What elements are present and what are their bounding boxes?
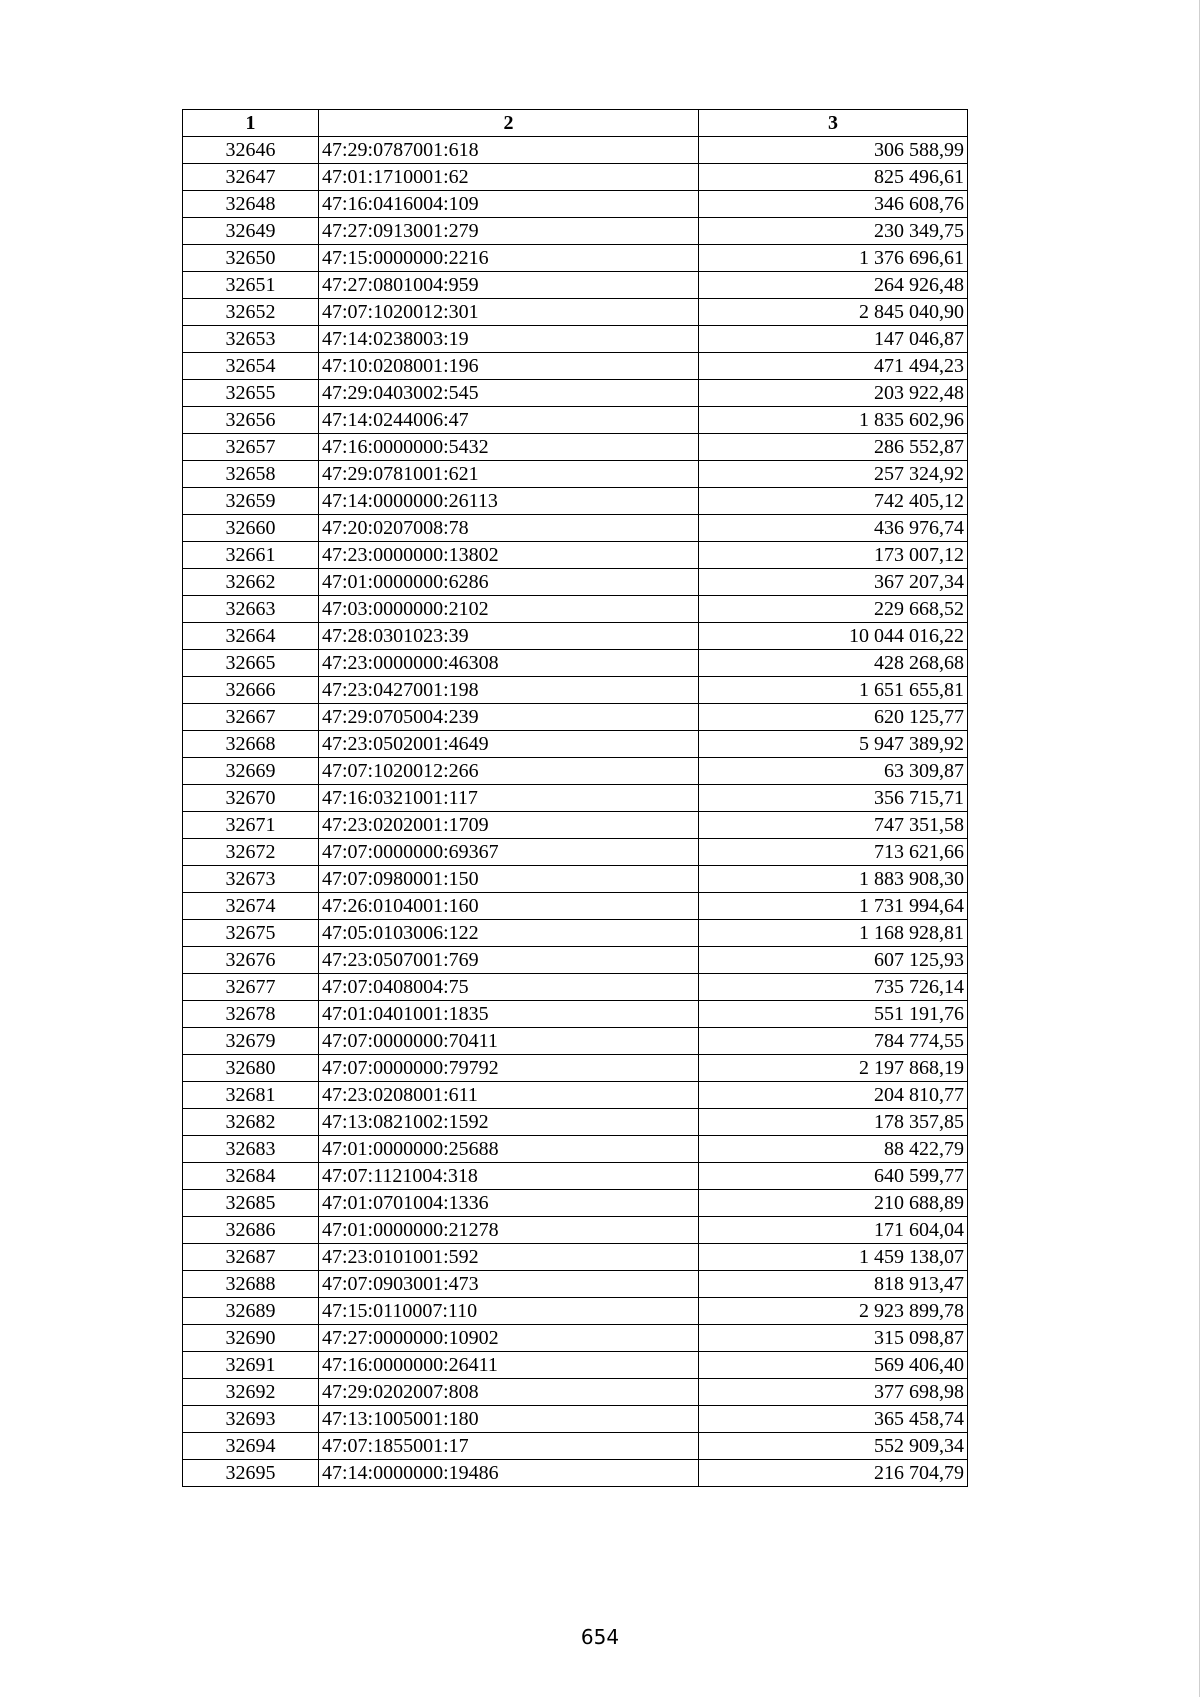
table-header xyxy=(183,110,968,137)
row-number-cell: 32688 xyxy=(183,1271,319,1298)
table-row xyxy=(183,704,968,731)
row-number-cell: 32675 xyxy=(183,920,319,947)
value-cell: 825 496,61 xyxy=(699,164,968,191)
table-row xyxy=(183,1001,968,1028)
cadastral-number-cell: 47:07:0000000:70411 xyxy=(319,1028,699,1055)
table-row xyxy=(183,1163,968,1190)
cadastral-number-cell: 47:10:0208001:196 xyxy=(319,353,699,380)
row-number-cell: 32666 xyxy=(183,677,319,704)
table-row xyxy=(183,812,968,839)
value-cell: 713 621,66 xyxy=(699,839,968,866)
cadastral-number-cell: 47:07:1020012:301 xyxy=(319,299,699,326)
value-cell: 818 913,47 xyxy=(699,1271,968,1298)
table-row xyxy=(183,326,968,353)
value-cell: 2 197 868,19 xyxy=(699,1055,968,1082)
value-cell: 286 552,87 xyxy=(699,434,968,461)
value-cell: 88 422,79 xyxy=(699,1136,968,1163)
value-cell: 1 376 696,61 xyxy=(699,245,968,272)
row-number-cell: 32664 xyxy=(183,623,319,650)
cadastral-number-cell: 47:15:0110007:110 xyxy=(319,1298,699,1325)
cadastral-number-cell: 47:29:0705004:239 xyxy=(319,704,699,731)
row-number-cell: 32668 xyxy=(183,731,319,758)
column-header-1: 1 xyxy=(183,110,319,137)
row-number-cell: 32650 xyxy=(183,245,319,272)
table-row xyxy=(183,866,968,893)
row-number-cell: 32655 xyxy=(183,380,319,407)
cadastral-number-cell: 47:07:1020012:266 xyxy=(319,758,699,785)
cadastral-number-cell: 47:07:1121004:318 xyxy=(319,1163,699,1190)
table-row xyxy=(183,1406,968,1433)
value-cell: 742 405,12 xyxy=(699,488,968,515)
table-row xyxy=(183,272,968,299)
cadastral-number-cell: 47:01:1710001:62 xyxy=(319,164,699,191)
cadastral-number-cell: 47:20:0207008:78 xyxy=(319,515,699,542)
table-row xyxy=(183,569,968,596)
cadastral-number-cell: 47:01:0000000:6286 xyxy=(319,569,699,596)
value-cell: 640 599,77 xyxy=(699,1163,968,1190)
row-number-cell: 32651 xyxy=(183,272,319,299)
cadastral-number-cell: 47:07:0408004:75 xyxy=(319,974,699,1001)
table-row xyxy=(183,191,968,218)
cadastral-number-cell: 47:26:0104001:160 xyxy=(319,893,699,920)
table-row xyxy=(183,1217,968,1244)
table-row xyxy=(183,839,968,866)
value-cell: 216 704,79 xyxy=(699,1460,968,1487)
table-row xyxy=(183,218,968,245)
value-cell: 1 883 908,30 xyxy=(699,866,968,893)
table-row xyxy=(183,1109,968,1136)
value-cell: 10 044 016,22 xyxy=(699,623,968,650)
value-cell: 1 651 655,81 xyxy=(699,677,968,704)
value-cell: 204 810,77 xyxy=(699,1082,968,1109)
table-row xyxy=(183,1379,968,1406)
cadastral-number-cell: 47:05:0103006:122 xyxy=(319,920,699,947)
table-row xyxy=(183,731,968,758)
row-number-cell: 32676 xyxy=(183,947,319,974)
table-row xyxy=(183,1190,968,1217)
table-row xyxy=(183,380,968,407)
cadastral-number-cell: 47:07:0903001:473 xyxy=(319,1271,699,1298)
value-cell: 620 125,77 xyxy=(699,704,968,731)
row-number-cell: 32667 xyxy=(183,704,319,731)
value-cell: 552 909,34 xyxy=(699,1433,968,1460)
row-number-cell: 32692 xyxy=(183,1379,319,1406)
cadastral-number-cell: 47:28:0301023:39 xyxy=(319,623,699,650)
row-number-cell: 32687 xyxy=(183,1244,319,1271)
value-cell: 2 923 899,78 xyxy=(699,1298,968,1325)
row-number-cell: 32672 xyxy=(183,839,319,866)
table-row xyxy=(183,1028,968,1055)
table-row xyxy=(183,542,968,569)
row-number-cell: 32673 xyxy=(183,866,319,893)
cadastral-number-cell: 47:07:0980001:150 xyxy=(319,866,699,893)
value-cell: 1 835 602,96 xyxy=(699,407,968,434)
row-number-cell: 32652 xyxy=(183,299,319,326)
value-cell: 306 588,99 xyxy=(699,137,968,164)
row-number-cell: 32682 xyxy=(183,1109,319,1136)
value-cell: 784 774,55 xyxy=(699,1028,968,1055)
value-cell: 365 458,74 xyxy=(699,1406,968,1433)
cadastral-number-cell: 47:23:0502001:4649 xyxy=(319,731,699,758)
value-cell: 471 494,23 xyxy=(699,353,968,380)
table-body xyxy=(183,137,968,1487)
table-row xyxy=(183,1082,968,1109)
value-cell: 436 976,74 xyxy=(699,515,968,542)
cadastral-number-cell: 47:29:0202007:808 xyxy=(319,1379,699,1406)
table-row xyxy=(183,785,968,812)
row-number-cell: 32670 xyxy=(183,785,319,812)
table-row xyxy=(183,461,968,488)
value-cell: 346 608,76 xyxy=(699,191,968,218)
value-cell: 428 268,68 xyxy=(699,650,968,677)
table-row xyxy=(183,1433,968,1460)
value-cell: 5 947 389,92 xyxy=(699,731,968,758)
table-row xyxy=(183,1325,968,1352)
cadastral-number-cell: 47:23:0507001:769 xyxy=(319,947,699,974)
row-number-cell: 32647 xyxy=(183,164,319,191)
table-row xyxy=(183,893,968,920)
row-number-cell: 32648 xyxy=(183,191,319,218)
value-cell: 178 357,85 xyxy=(699,1109,968,1136)
table-row xyxy=(183,974,968,1001)
row-number-cell: 32657 xyxy=(183,434,319,461)
value-cell: 377 698,98 xyxy=(699,1379,968,1406)
cadastral-number-cell: 47:07:0000000:79792 xyxy=(319,1055,699,1082)
cadastral-number-cell: 47:13:1005001:180 xyxy=(319,1406,699,1433)
value-cell: 1 459 138,07 xyxy=(699,1244,968,1271)
row-number-cell: 32680 xyxy=(183,1055,319,1082)
row-number-cell: 32649 xyxy=(183,218,319,245)
cadastral-number-cell: 47:23:0427001:198 xyxy=(319,677,699,704)
row-number-cell: 32678 xyxy=(183,1001,319,1028)
row-number-cell: 32690 xyxy=(183,1325,319,1352)
table-row xyxy=(183,1271,968,1298)
cadastral-number-cell: 47:03:0000000:2102 xyxy=(319,596,699,623)
row-number-cell: 32686 xyxy=(183,1217,319,1244)
table-row xyxy=(183,920,968,947)
column-header-2: 2 xyxy=(319,110,699,137)
cadastral-number-cell: 47:01:0000000:21278 xyxy=(319,1217,699,1244)
value-cell: 551 191,76 xyxy=(699,1001,968,1028)
cadastral-number-cell: 47:29:0403002:545 xyxy=(319,380,699,407)
value-cell: 257 324,92 xyxy=(699,461,968,488)
cadastral-number-cell: 47:01:0401001:1835 xyxy=(319,1001,699,1028)
row-number-cell: 32679 xyxy=(183,1028,319,1055)
cadastral-number-cell: 47:14:0238003:19 xyxy=(319,326,699,353)
value-cell: 315 098,87 xyxy=(699,1325,968,1352)
value-cell: 367 207,34 xyxy=(699,569,968,596)
row-number-cell: 32685 xyxy=(183,1190,319,1217)
table-row xyxy=(183,164,968,191)
value-cell: 1 168 928,81 xyxy=(699,920,968,947)
row-number-cell: 32677 xyxy=(183,974,319,1001)
cadastral-number-cell: 47:27:0913001:279 xyxy=(319,218,699,245)
cadastral-value-table xyxy=(182,109,968,1487)
value-cell: 747 351,58 xyxy=(699,812,968,839)
cadastral-number-cell: 47:16:0000000:26411 xyxy=(319,1352,699,1379)
cadastral-number-cell: 47:23:0101001:592 xyxy=(319,1244,699,1271)
row-number-cell: 32646 xyxy=(183,137,319,164)
table-row xyxy=(183,650,968,677)
cadastral-number-cell: 47:07:0000000:69367 xyxy=(319,839,699,866)
row-number-cell: 32654 xyxy=(183,353,319,380)
value-cell: 171 604,04 xyxy=(699,1217,968,1244)
row-number-cell: 32693 xyxy=(183,1406,319,1433)
value-cell: 1 731 994,64 xyxy=(699,893,968,920)
column-header-3: 3 xyxy=(699,110,968,137)
value-cell: 607 125,93 xyxy=(699,947,968,974)
cadastral-number-cell: 47:07:1855001:17 xyxy=(319,1433,699,1460)
cadastral-number-cell: 47:14:0244006:47 xyxy=(319,407,699,434)
table-row xyxy=(183,407,968,434)
row-number-cell: 32653 xyxy=(183,326,319,353)
table-row xyxy=(183,1460,968,1487)
value-cell: 264 926,48 xyxy=(699,272,968,299)
value-cell: 356 715,71 xyxy=(699,785,968,812)
cadastral-number-cell: 47:01:0000000:25688 xyxy=(319,1136,699,1163)
cadastral-number-cell: 47:29:0781001:621 xyxy=(319,461,699,488)
table-row xyxy=(183,1055,968,1082)
cadastral-number-cell: 47:27:0000000:10902 xyxy=(319,1325,699,1352)
table-row xyxy=(183,488,968,515)
cadastral-number-cell: 47:27:0801004:959 xyxy=(319,272,699,299)
row-number-cell: 32684 xyxy=(183,1163,319,1190)
value-cell: 147 046,87 xyxy=(699,326,968,353)
row-number-cell: 32656 xyxy=(183,407,319,434)
row-number-cell: 32660 xyxy=(183,515,319,542)
cadastral-number-cell: 47:16:0321001:117 xyxy=(319,785,699,812)
row-number-cell: 32689 xyxy=(183,1298,319,1325)
row-number-cell: 32659 xyxy=(183,488,319,515)
table-row xyxy=(183,245,968,272)
row-number-cell: 32661 xyxy=(183,542,319,569)
row-number-cell: 32683 xyxy=(183,1136,319,1163)
cadastral-number-cell: 47:29:0787001:618 xyxy=(319,137,699,164)
table-row xyxy=(183,1298,968,1325)
cadastral-number-cell: 47:01:0701004:1336 xyxy=(319,1190,699,1217)
table-row xyxy=(183,596,968,623)
row-number-cell: 32694 xyxy=(183,1433,319,1460)
table-row xyxy=(183,299,968,326)
value-cell: 210 688,89 xyxy=(699,1190,968,1217)
row-number-cell: 32681 xyxy=(183,1082,319,1109)
table-row xyxy=(183,947,968,974)
cadastral-number-cell: 47:16:0416004:109 xyxy=(319,191,699,218)
table-row xyxy=(183,353,968,380)
value-cell: 63 309,87 xyxy=(699,758,968,785)
table-row xyxy=(183,1244,968,1271)
value-cell: 230 349,75 xyxy=(699,218,968,245)
row-number-cell: 32674 xyxy=(183,893,319,920)
cadastral-number-cell: 47:14:0000000:19486 xyxy=(319,1460,699,1487)
table-row xyxy=(183,515,968,542)
header-row xyxy=(183,110,968,137)
table-row xyxy=(183,623,968,650)
row-number-cell: 32665 xyxy=(183,650,319,677)
table-row xyxy=(183,434,968,461)
table-row xyxy=(183,758,968,785)
row-number-cell: 32658 xyxy=(183,461,319,488)
page-number: 654 xyxy=(580,1625,620,1649)
table-row xyxy=(183,677,968,704)
value-cell: 735 726,14 xyxy=(699,974,968,1001)
value-cell: 2 845 040,90 xyxy=(699,299,968,326)
value-cell: 203 922,48 xyxy=(699,380,968,407)
row-number-cell: 32691 xyxy=(183,1352,319,1379)
value-cell: 173 007,12 xyxy=(699,542,968,569)
row-number-cell: 32695 xyxy=(183,1460,319,1487)
cadastral-number-cell: 47:23:0208001:611 xyxy=(319,1082,699,1109)
value-cell: 569 406,40 xyxy=(699,1352,968,1379)
cadastral-number-cell: 47:23:0000000:46308 xyxy=(319,650,699,677)
row-number-cell: 32663 xyxy=(183,596,319,623)
table-row xyxy=(183,1136,968,1163)
row-number-cell: 32662 xyxy=(183,569,319,596)
cadastral-number-cell: 47:15:0000000:2216 xyxy=(319,245,699,272)
cadastral-number-cell: 47:13:0821002:1592 xyxy=(319,1109,699,1136)
table-row xyxy=(183,1352,968,1379)
cadastral-number-cell: 47:23:0000000:13802 xyxy=(319,542,699,569)
table-row xyxy=(183,137,968,164)
row-number-cell: 32669 xyxy=(183,758,319,785)
cadastral-number-cell: 47:23:0202001:1709 xyxy=(319,812,699,839)
cadastral-number-cell: 47:14:0000000:26113 xyxy=(319,488,699,515)
value-cell: 229 668,52 xyxy=(699,596,968,623)
row-number-cell: 32671 xyxy=(183,812,319,839)
cadastral-number-cell: 47:16:0000000:5432 xyxy=(319,434,699,461)
